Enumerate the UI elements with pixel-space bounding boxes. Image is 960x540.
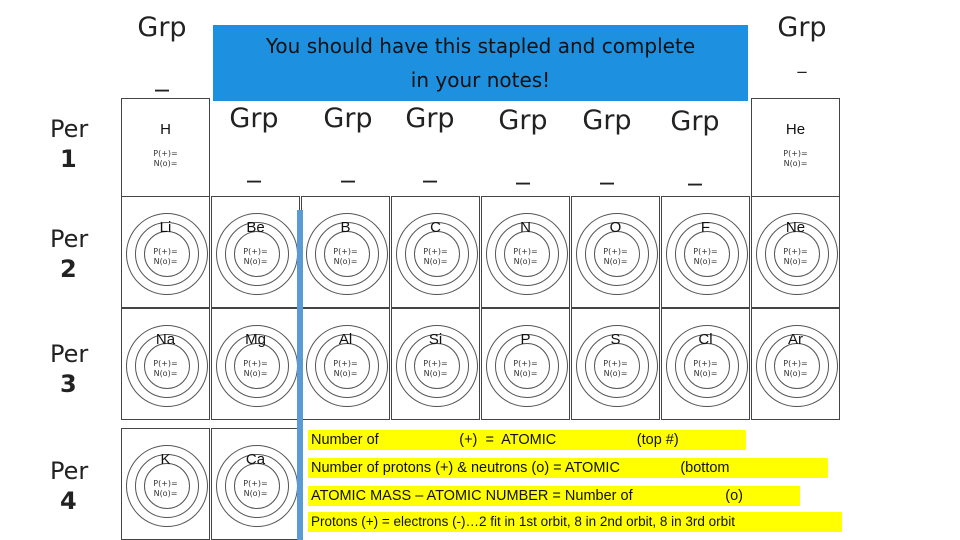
period-word: Per <box>50 225 89 253</box>
group-label: Grp <box>498 105 548 136</box>
proton-neutron-fields <box>662 247 749 267</box>
period-number: 2 <box>60 255 77 283</box>
proton-field: P(+)= <box>693 359 718 368</box>
proton-field: P(+)= <box>603 359 628 368</box>
neutron-field: N(o)= <box>243 257 268 266</box>
group-label: Grp <box>405 103 455 134</box>
period-number: 4 <box>60 487 77 515</box>
period-number: 1 <box>60 145 77 173</box>
instruction-banner <box>213 25 748 101</box>
proton-field: P(+)= <box>333 359 358 368</box>
period-label-3 <box>50 340 88 398</box>
element-symbol: C <box>430 219 441 236</box>
note-neutrons: ATOMIC MASS – ATOMIC NUMBER = Number of (o) <box>308 486 800 506</box>
proton-neutron-fields <box>212 479 299 499</box>
neutron-field: N(o)= <box>423 257 448 266</box>
neutron-field: N(o)= <box>243 369 268 378</box>
element-cell-p <box>481 308 570 420</box>
period-word: Per <box>50 457 89 485</box>
proton-field: P(+)= <box>423 359 448 368</box>
proton-neutron-fields <box>122 479 209 499</box>
neutron-field: N(o)= <box>783 369 808 378</box>
group-blank: _ <box>600 154 614 185</box>
group-header-1 <box>132 14 192 90</box>
element-cell-ar <box>751 308 840 420</box>
element-symbol: Ca <box>245 451 266 468</box>
proton-neutron-fields <box>392 247 479 267</box>
element-symbol: Ne <box>785 219 806 236</box>
period-word: Per <box>50 115 89 143</box>
neutron-field: N(o)= <box>603 369 628 378</box>
element-cell-b <box>301 196 390 308</box>
neutron-field: N(o)= <box>153 489 178 498</box>
element-symbol: Ar <box>788 331 803 348</box>
neutron-field: N(o)= <box>153 257 178 266</box>
element-cell-mg <box>211 308 300 420</box>
proton-neutron-fields <box>482 359 569 379</box>
neutron-field: N(o)= <box>693 369 718 378</box>
neutron-field: N(o)= <box>783 257 808 266</box>
element-symbol: Na <box>155 331 176 348</box>
proton-neutron-fields <box>752 247 839 267</box>
divider-bar <box>297 210 303 540</box>
element-cell-li <box>121 196 210 308</box>
proton-neutron-fields <box>302 359 389 379</box>
neutron-field: N(o)= <box>513 369 538 378</box>
element-symbol: Li <box>159 219 172 236</box>
neutron-field: N(o)= <box>423 369 448 378</box>
neutron-field: N(o)= <box>243 489 268 498</box>
neutron-field: N(o)= <box>333 369 358 378</box>
element-cell-al <box>301 308 390 420</box>
group-header-2 <box>222 105 286 181</box>
proton-neutron-fields <box>122 149 209 169</box>
proton-neutron-fields <box>572 359 659 379</box>
neutron-field: N(o)= <box>603 257 628 266</box>
proton-neutron-fields <box>572 247 659 267</box>
neutron-field: N(o)= <box>333 257 358 266</box>
proton-neutron-fields <box>122 247 209 267</box>
group-blank: _ <box>155 61 169 92</box>
element-cell-k <box>121 428 210 540</box>
element-cell-si <box>391 308 480 420</box>
group-blank: _ <box>516 154 530 185</box>
note-electron-orbits: Protons (+) = electrons (-)…2 fit in 1st orbit, 8 in 2nd orbit, 8 in 3rd orbit <box>308 512 842 532</box>
element-symbol: Be <box>246 219 265 236</box>
proton-field: P(+)= <box>243 479 268 488</box>
group-header-16 <box>575 107 639 183</box>
proton-neutron-fields <box>392 359 479 379</box>
proton-field: P(+)= <box>153 479 178 488</box>
element-cell-n <box>481 196 570 308</box>
proton-field: P(+)= <box>333 247 358 256</box>
element-cell-o <box>571 196 660 308</box>
element-cell-f <box>661 196 750 308</box>
group-header-17 <box>663 108 727 184</box>
period-label-4 <box>50 457 88 515</box>
group-label: Grp <box>137 12 187 43</box>
period-label-1 <box>50 115 88 173</box>
element-cell-cl <box>661 308 750 420</box>
proton-neutron-fields <box>122 359 209 379</box>
proton-neutron-fields <box>662 359 749 379</box>
proton-field: P(+)= <box>153 359 178 368</box>
group-label: Grp <box>323 103 373 134</box>
proton-field: P(+)= <box>243 247 268 256</box>
element-symbol: K <box>160 451 171 468</box>
proton-neutron-fields <box>752 359 839 379</box>
proton-field: P(+)= <box>783 149 808 158</box>
proton-neutron-fields <box>752 149 839 169</box>
element-symbol: Cl <box>698 331 713 348</box>
group-label: Grp <box>582 105 632 136</box>
element-symbol: He <box>785 121 806 138</box>
proton-field: P(+)= <box>603 247 628 256</box>
proton-neutron-fields <box>212 359 299 379</box>
group-header-14 <box>398 105 462 181</box>
note-atomic-number: Number of (+) = ATOMIC (top #) <box>308 430 746 450</box>
period-label-2 <box>50 225 88 283</box>
group-label: Grp <box>670 106 720 137</box>
proton-field: P(+)= <box>423 247 448 256</box>
element-cell-be <box>211 196 300 308</box>
element-cell-c <box>391 196 480 308</box>
neutron-field: N(o)= <box>153 159 178 168</box>
proton-field: P(+)= <box>243 359 268 368</box>
proton-field: P(+)= <box>153 247 178 256</box>
element-cell-ca <box>211 428 300 540</box>
element-symbol: B <box>340 219 351 236</box>
banner-line-2: in your notes! <box>410 68 551 92</box>
element-cell-he <box>751 98 840 210</box>
proton-field: P(+)= <box>153 149 178 158</box>
element-symbol: F <box>700 219 711 236</box>
element-symbol: Al <box>338 331 353 348</box>
element-symbol: Si <box>428 331 443 348</box>
group-label: Grp <box>777 12 827 43</box>
proton-neutron-fields <box>482 247 569 267</box>
group-blank: _ <box>247 152 261 183</box>
neutron-field: N(o)= <box>783 159 808 168</box>
element-symbol: S <box>610 331 621 348</box>
proton-field: P(+)= <box>783 247 808 256</box>
neutron-field: N(o)= <box>693 257 718 266</box>
proton-field: P(+)= <box>693 247 718 256</box>
element-symbol: P <box>520 331 531 348</box>
note-atomic-mass: Number of protons (+) & neutrons (o) = ATOMIC (bottom <box>308 458 828 478</box>
proton-neutron-fields <box>212 247 299 267</box>
proton-field: P(+)= <box>783 359 808 368</box>
element-cell-h <box>121 98 210 210</box>
group-blank: _ <box>341 152 355 183</box>
group-header-13 <box>316 105 380 181</box>
banner-line-1: You should have this stapled and complete <box>265 34 696 58</box>
neutron-field: N(o)= <box>153 369 178 378</box>
group-header-15 <box>491 107 555 183</box>
group-blank: _ <box>688 155 702 186</box>
group-label: Grp <box>229 103 279 134</box>
element-cell-na <box>121 308 210 420</box>
element-symbol: H <box>160 121 171 138</box>
period-word: Per <box>50 340 89 368</box>
element-cell-ne <box>751 196 840 308</box>
group-header-18 <box>772 14 832 73</box>
element-symbol: O <box>609 219 622 236</box>
proton-field: P(+)= <box>513 359 538 368</box>
proton-field: P(+)= <box>513 247 538 256</box>
element-cell-s <box>571 308 660 420</box>
group-blank: _ <box>797 53 807 74</box>
proton-neutron-fields <box>302 247 389 267</box>
element-symbol: N <box>520 219 531 236</box>
element-symbol: Mg <box>245 331 266 348</box>
group-blank: _ <box>423 152 437 183</box>
period-number: 3 <box>60 370 77 398</box>
neutron-field: N(o)= <box>513 257 538 266</box>
